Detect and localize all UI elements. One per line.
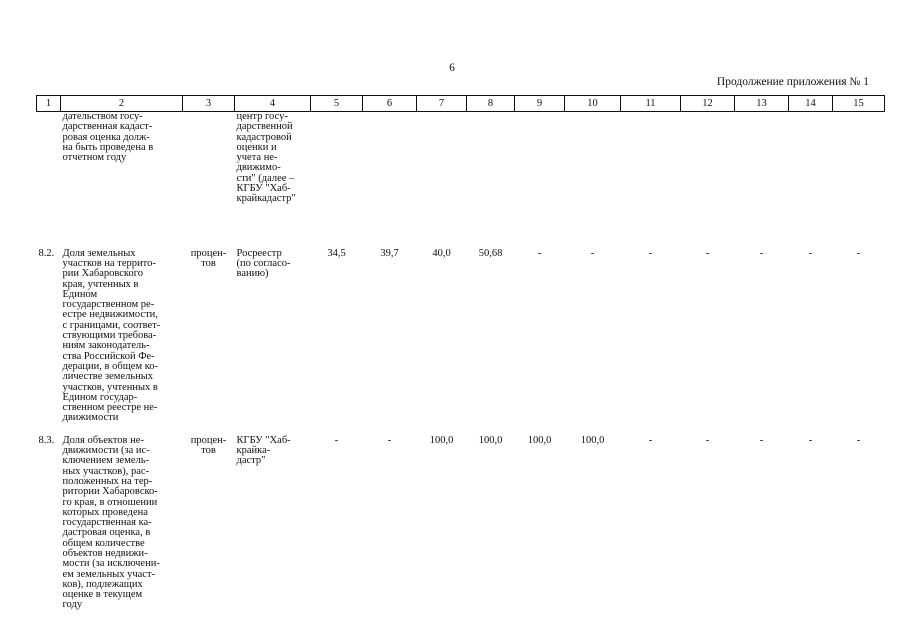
- value-cell: -: [334, 434, 339, 446]
- column-header: 10: [565, 96, 621, 112]
- value-cell: [363, 112, 417, 249]
- value-cell: [833, 112, 885, 249]
- value-cell: 100,0: [429, 434, 454, 446]
- column-header: 1: [37, 96, 61, 112]
- column-number-row: [37, 96, 885, 112]
- column-header: 2: [61, 96, 183, 112]
- source-cell: центр госу- дарственной кадастровой оценки и учета не- движимо- сти" (далее – КГБУ "Хаб- крайкадастр": [236, 111, 296, 205]
- value-cell: -: [856, 434, 861, 446]
- unit-cell: процен- тов: [190, 247, 227, 269]
- column-header: 11: [621, 96, 681, 112]
- value-cell: -: [759, 247, 764, 259]
- unit-cell: процен- тов: [190, 434, 227, 457]
- value-cell: 100,0: [580, 434, 605, 446]
- value-cell: -: [808, 434, 813, 446]
- column-header: 6: [363, 96, 417, 112]
- column-header: 4: [235, 96, 311, 112]
- value-cell: [565, 112, 621, 249]
- row-number: 8.3.: [38, 434, 55, 446]
- value-cell: -: [648, 247, 653, 259]
- value-cell: 34,5: [327, 247, 346, 259]
- column-header: 7: [417, 96, 467, 112]
- value-cell: 40,0: [432, 247, 451, 259]
- row-number: 8.2.: [38, 247, 55, 259]
- value-cell: 100,0: [527, 434, 552, 446]
- value-cell: 100,0: [478, 434, 503, 446]
- value-cell: -: [537, 247, 542, 259]
- row-number: [37, 112, 61, 249]
- column-header: 3: [183, 96, 235, 112]
- value-cell: [311, 112, 363, 249]
- column-header: 8: [467, 96, 515, 112]
- column-header: 5: [311, 96, 363, 112]
- column-header: 9: [515, 96, 565, 112]
- continuation-label: Продолжение приложения № 1: [716, 76, 869, 88]
- value-cell: [467, 112, 515, 249]
- table-row: [37, 249, 885, 436]
- table-row: [37, 436, 885, 611]
- indicators-table: [36, 95, 885, 611]
- value-cell: -: [759, 434, 764, 446]
- value-cell: [621, 112, 681, 249]
- value-cell: -: [705, 247, 710, 259]
- value-cell: [735, 112, 789, 249]
- source-cell: КГБУ "Хаб- крайка- дастр": [236, 434, 291, 467]
- value-cell: [417, 112, 467, 249]
- column-header: 13: [735, 96, 789, 112]
- indicator-name: дательством госу- дарственная кадаст- ровая оценка долж- на быть проведена в отчетном году: [62, 111, 154, 164]
- indicator-name: Доля объектов не- движимости (за ис- ключением земель- ных участков), рас- положенных на тер- ритории Хабаровско- го края, в отношении которых проведена государственная ка- дастровая оценка, в общем количестве объектов недвижи- мости (за исключени- ем земельных участ- ков), подлежащих оценке в текущем году: [62, 434, 160, 611]
- source-cell: Росреестр (по согласо- ванию): [236, 247, 291, 280]
- page-number: 6: [449, 62, 455, 74]
- column-header: 14: [789, 96, 833, 112]
- value-cell: 50,68: [478, 247, 503, 259]
- value-cell: -: [648, 434, 653, 446]
- column-header: 15: [833, 96, 885, 112]
- value-cell: -: [808, 247, 813, 259]
- value-cell: -: [705, 434, 710, 446]
- column-header: 12: [681, 96, 735, 112]
- value-cell: [515, 112, 565, 249]
- value-cell: 39,7: [380, 247, 399, 259]
- unit-cell: [183, 112, 235, 249]
- value-cell: [789, 112, 833, 249]
- value-cell: -: [856, 247, 861, 259]
- value-cell: [681, 112, 735, 249]
- table-row: [37, 112, 885, 249]
- indicator-name: Доля земельных участков на террито- рии Хабаровского края, учтенных в Едином государственном ре- естре недвижимости, с границами, соответ- ствующими требова- ниям законодатель- ства Российской Фе- дерации, в общем ко- личестве земельных участков, учтенных в Едином государ- ственном реестре не- движимости: [62, 247, 161, 424]
- value-cell: -: [590, 247, 595, 259]
- value-cell: -: [387, 434, 392, 446]
